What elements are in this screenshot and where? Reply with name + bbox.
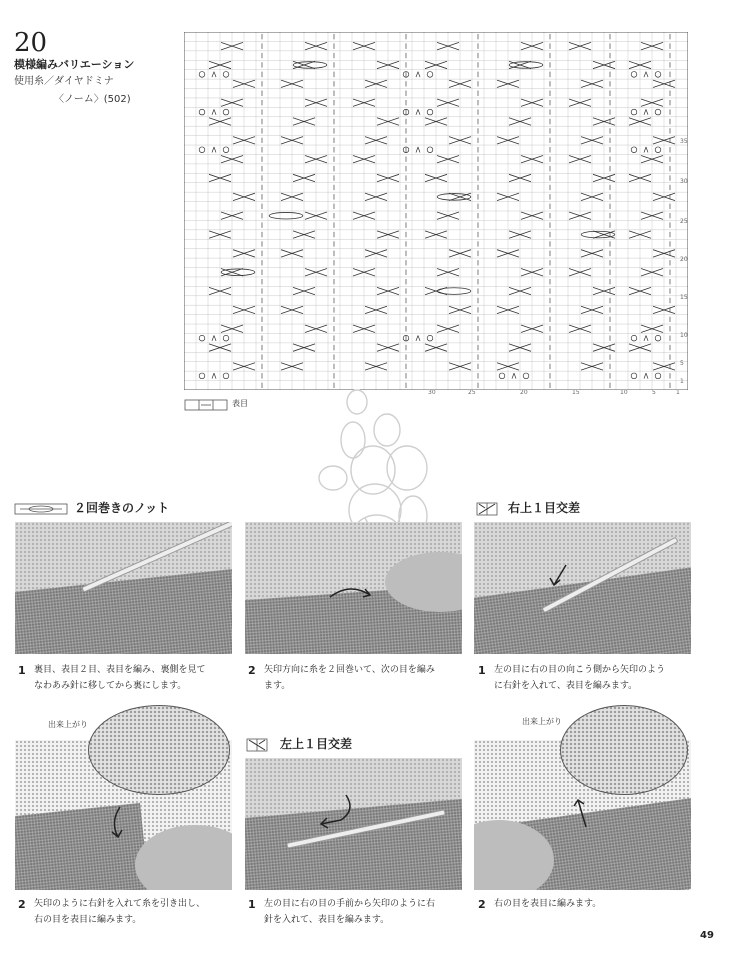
finished-callout: 出来上がり: [48, 720, 88, 729]
step-number: 2: [248, 664, 256, 677]
right-cross-title: 右上１目交差: [508, 501, 581, 515]
knitting-chart: [184, 32, 688, 390]
step-number: 1: [18, 664, 26, 677]
step-text: 針を入れて、表目を編みます。: [264, 915, 390, 925]
row-label: 5: [680, 360, 684, 367]
step-text: 矢印のように右針を入れて糸を引き出し、: [34, 899, 206, 909]
pattern-title: 模様編みバリエーション: [14, 58, 135, 71]
step-number: 1: [248, 898, 256, 911]
step-text: 左の目に右の目の手前から矢印のように右: [264, 899, 436, 909]
right-cross-symbol-icon: [476, 502, 498, 516]
row-label: 25: [680, 218, 688, 225]
step-text: 左の目に右の目の向こう側から矢印のよう: [494, 665, 666, 675]
row-label: 15: [680, 294, 688, 301]
row-label: 20: [680, 256, 688, 263]
row-label: 1: [680, 378, 684, 385]
knot-title: ２回巻きのノット: [74, 501, 170, 515]
col-label: 25: [468, 389, 476, 396]
col-label: 10: [620, 389, 628, 396]
yarn-info: 使用糸／ダイヤドミナ: [14, 76, 114, 87]
legend-label: 表目: [232, 399, 248, 408]
right-cross-step1-photo: [474, 522, 691, 654]
step-text: ます。: [264, 681, 291, 691]
left-cross-step1-photo: [245, 758, 462, 890]
left-cross-title: 左上１目交差: [280, 737, 353, 751]
step-text: 右の目を表目に編みます。: [34, 915, 142, 925]
yarn-name: 〈ノーム〉(502): [54, 94, 131, 105]
step-text: に右針を入れて、表目を編みます。: [494, 681, 638, 691]
row-label: 30: [680, 178, 688, 185]
step-text: 右の目を表目に編みます。: [494, 899, 602, 909]
col-label: 15: [572, 389, 580, 396]
step-number: 2: [478, 898, 486, 911]
finished-inset-photo: [88, 705, 230, 795]
step-text: 矢印方向に糸を２回巻いて、次の目を編み: [264, 665, 435, 675]
knot-symbol-icon: [14, 502, 68, 516]
col-label: 20: [520, 389, 528, 396]
step-text: 裏目、表目２目、表目を編み、裏側を見て: [34, 665, 206, 675]
step-number: 2: [18, 898, 26, 911]
col-label: 5: [652, 389, 656, 396]
knot-step1-photo: [15, 522, 232, 654]
step-text: なわあみ針に移してから裏にします。: [34, 681, 187, 691]
knit-stitch-symbol: [184, 399, 228, 411]
finished-callout: 出来上がり: [522, 717, 562, 726]
pattern-number: 20: [14, 28, 48, 58]
knot-step2-photo: [245, 522, 462, 654]
row-label: 35: [680, 138, 688, 145]
left-cross-symbol-icon: [246, 738, 268, 752]
col-label: 30: [428, 389, 436, 396]
page-number: 49: [700, 930, 714, 941]
finished-inset-photo: [560, 705, 688, 795]
chart-grid: [184, 32, 688, 390]
col-label: 1: [676, 389, 680, 396]
step-number: 1: [478, 664, 486, 677]
row-label: 10: [680, 332, 688, 339]
